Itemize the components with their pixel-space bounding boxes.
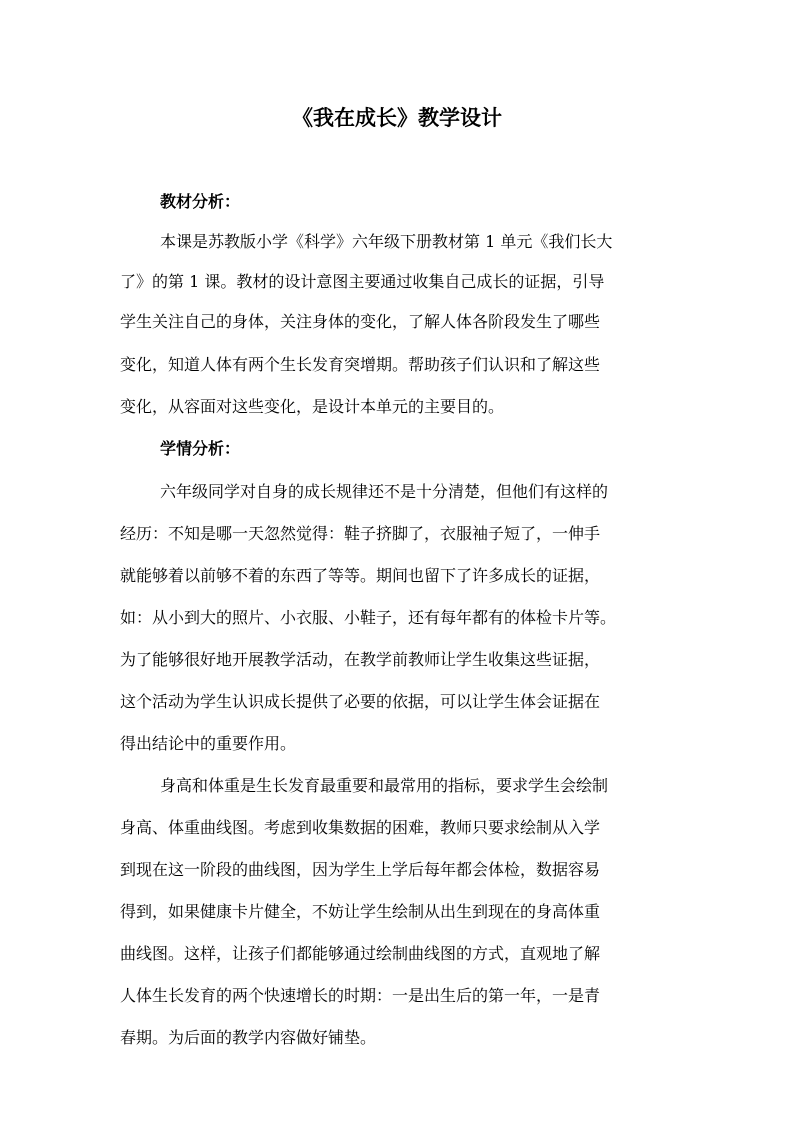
paragraph-line: 六年级同学对自身的成长规律还不是十分清楚，但他们有这样的: [160, 482, 609, 501]
paragraph-line: 了》的第 1 课。教材的设计意图主要通过收集自己成长的证据，引导: [120, 272, 605, 291]
paragraph-line: 这个活动为学生认识成长提供了必要的依据，可以让学生体会证据在: [120, 692, 601, 711]
paragraph-line: 为了能够很好地开展教学活动，在教学前教师让学生收集这些证据，: [120, 650, 601, 669]
paragraph-line: 身高和体重是生长发育最重要和最常用的指标，要求学生会绘制: [160, 776, 609, 795]
paragraph-line: 变化，知道人体有两个生长发育突增期。帮助孩子们认识和了解这些: [120, 355, 601, 374]
paragraph-line: 变化，从容面对这些变化，是设计本单元的主要目的。: [120, 397, 505, 416]
paragraph-line: 春期。为后面的教学内容做好铺垫。: [120, 1028, 377, 1047]
paragraph-line: 就能够着以前够不着的东西了等等。期间也留下了许多成长的证据，: [120, 566, 601, 585]
section-heading-textbook-analysis: 教材分析：: [160, 192, 241, 211]
paragraph-line: 身高、体重曲线图。考虑到收集数据的困难，教师只要求绘制从入学: [120, 818, 601, 837]
paragraph-line: 得到，如果健康卡片健全，不妨让学生绘制从出生到现在的身高体重: [120, 902, 601, 921]
paragraph-line: 学生关注自己的身体，关注身体的变化，了解人体各阶段发生了哪些: [120, 312, 601, 331]
paragraph-line: 如：从小到大的照片、小衣服、小鞋子，还有每年都有的体检卡片等。: [120, 608, 617, 627]
page-title: 《我在成长》教学设计: [292, 105, 502, 130]
paragraph-line: 本课是苏教版小学《科学》六年级下册教材第 1 单元《我们长大: [160, 232, 613, 251]
paragraph-line: 人体生长发育的两个快速增长的时期：一是出生后的第一年，一是青: [120, 986, 601, 1005]
paragraph-line: 曲线图。这样，让孩子们都能够通过绘制曲线图的方式，直观地了解: [120, 944, 601, 963]
section-heading-student-analysis: 学情分析：: [160, 439, 241, 458]
paragraph-line: 经历：不知是哪一天忽然觉得：鞋子挤脚了，衣服袖子短了，一伸手: [120, 524, 601, 543]
paragraph-line: 到现在这一阶段的曲线图，因为学生上学后每年都会体检，数据容易: [120, 860, 601, 879]
paragraph-line: 得出结论中的重要作用。: [120, 734, 297, 753]
